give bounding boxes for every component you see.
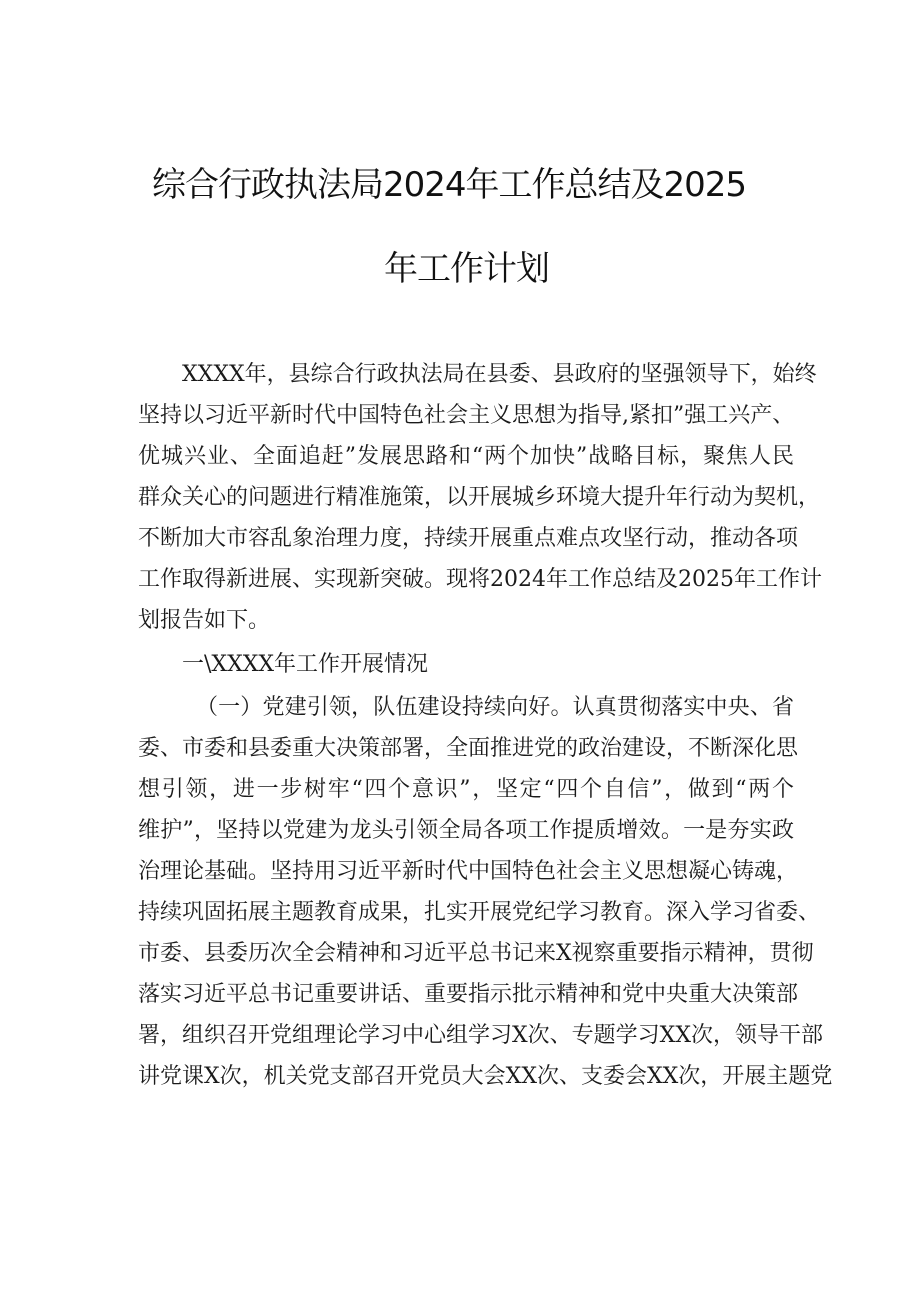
- section-paragraph-line: 委、市委和县委重大决策部署，全面推进党的政治建设，不断深化思: [138, 736, 799, 761]
- section-paragraph-line: 治理论基础。坚持用习近平新时代中国特色社会主义思想凝心铸魂，: [138, 859, 799, 884]
- intro-paragraph-line: XXXX年，县综合行政执法局在县委、县政府的坚强领导下，始终: [182, 362, 817, 387]
- document-title-line-2: 年工作计划: [384, 249, 549, 289]
- section-paragraph-line: 维护”，坚持以党建为龙头引领全局各项工作提质增效。一是夯实政: [138, 818, 794, 843]
- intro-paragraph-line: 工作取得新进展、实现新突破。现将2024年工作总结及2025年工作计: [138, 567, 822, 592]
- section-paragraph-line: （一）党建引领，队伍建设持续向好。认真贯彻落实中央、省: [196, 695, 794, 720]
- intro-paragraph-line: 优城兴业、全面追赶”发展思路和“两个加快”战略目标，聚焦人民: [138, 444, 794, 469]
- intro-paragraph-line: 坚持以习近平新时代中国特色社会主义思想为指导,紧扣”强工兴产、: [138, 403, 795, 428]
- section-heading: 一\XXXX年工作开展情况: [182, 652, 429, 677]
- section-paragraph-line: 持续巩固拓展主题教育成果，扎实开展党纪学习教育。深入学习省委、: [138, 900, 821, 925]
- document-title-line-1: 综合行政执法局2024年工作总结及2025: [152, 165, 747, 205]
- section-paragraph-line: 落实习近平总书记重要讲话、重要指示批示精神和党中央重大决策部: [138, 982, 799, 1007]
- section-paragraph-line: 市委、县委历次全会精神和习近平总书记来X视察重要指示精神，贯彻: [138, 941, 814, 966]
- intro-paragraph-line: 群众关心的问题进行精准施策，以开展城乡环境大提升年行动为契机，: [138, 485, 821, 510]
- section-paragraph-line: 讲党课X次，机关党支部召开党员大会XX次、支委会XX次，开展主题党: [138, 1064, 833, 1089]
- intro-paragraph-line: 划报告如下。: [138, 608, 271, 633]
- section-paragraph-line: 想引领，进一步树牢“四个意识”，坚定“四个自信”，做到“两个: [138, 777, 794, 802]
- intro-paragraph-line: 不断加大市容乱象治理力度，持续开展重点难点攻坚行动，推动各项: [138, 526, 799, 551]
- section-paragraph-line: 署，组织召开党组理论学习中心组学习X次、专题学习XX次，领导干部: [138, 1023, 823, 1048]
